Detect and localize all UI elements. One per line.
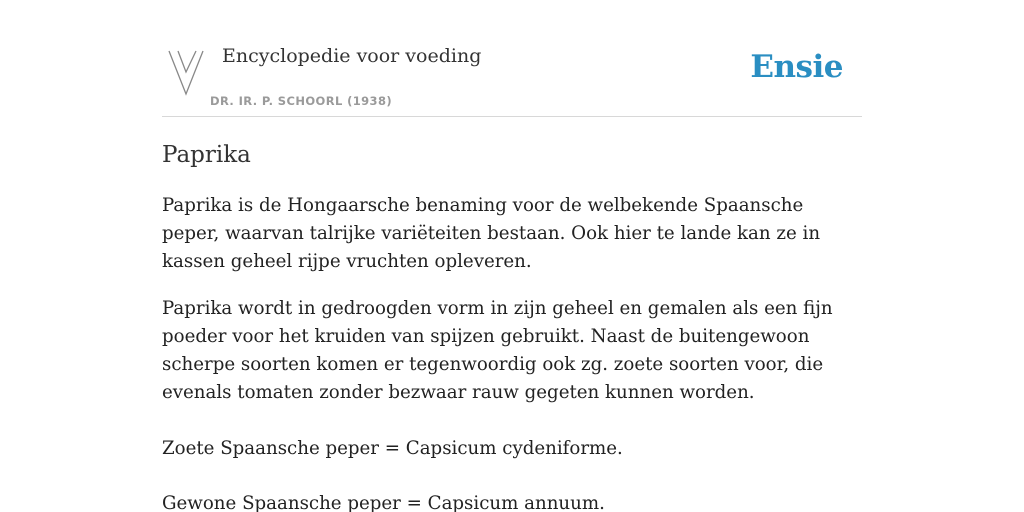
paragraph: Zoete Spaansche peper = Capsicum cydeniforme. xyxy=(162,438,623,459)
author-line: DR. IR. P. SCHOORL (1938) xyxy=(210,94,393,108)
paragraph: Paprika wordt in gedroogden vorm in zijn geheel en gemalen als een fijn poeder voor het kruiden van spijzen gebruikt. Naast de buitengewoon scherpe soorten komen er tegenwoordig ook zg. zoete soorten voor, die evenals tomaten zonder bezwaar rauw gegeten kunnen worden. xyxy=(162,298,833,403)
header xyxy=(162,0,862,117)
paragraph: Paprika is de Hongaarsche benaming voor de welbekende Spaansche peper, waarvan talrijke variëteiten bestaan. Ook hier te lande kan ze in kassen geheel rijpe vruchten opleveren. xyxy=(162,195,821,272)
v-logo-icon[interactable] xyxy=(166,48,210,98)
book-title[interactable]: Encyclopedie voor voeding xyxy=(222,45,482,67)
article-title: Paprika xyxy=(162,142,251,168)
paragraph: Gewone Spaansche peper = Capsicum annuum. xyxy=(162,493,605,512)
brand-logo[interactable]: Ensie xyxy=(750,49,843,85)
article xyxy=(162,138,862,512)
